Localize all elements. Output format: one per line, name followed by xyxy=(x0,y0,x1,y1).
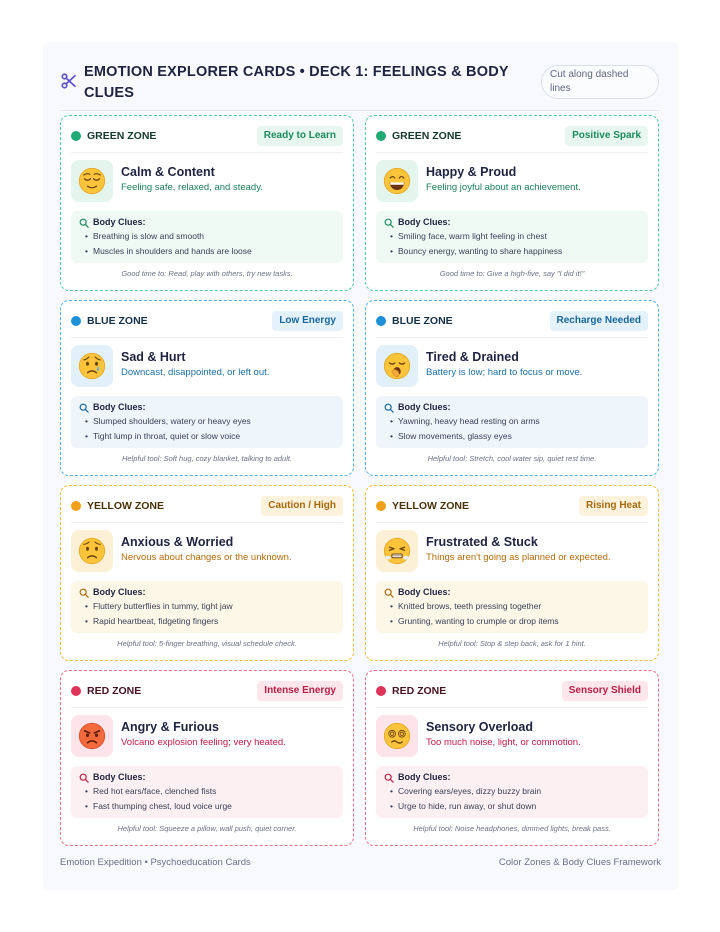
helpful-tip: Helpful tool: Soft hug, cozy blanket, talking to adult. xyxy=(121,454,293,463)
emotion-card-frustrated xyxy=(365,485,659,661)
body-clue: • Red hot ears/face, clenched fists xyxy=(79,784,335,799)
emotion-card-calm xyxy=(60,115,354,291)
body-clues-heading xyxy=(79,401,335,414)
emotion-description: Downcast, disappointed, or left out. xyxy=(121,367,270,378)
emoji-tile xyxy=(376,345,418,387)
card-divider xyxy=(71,152,343,153)
body-clues-heading xyxy=(384,586,640,599)
body-clues-label: Body Clues: xyxy=(93,217,146,227)
zone-label: GREEN ZONE xyxy=(392,130,462,142)
body-clues-label: Body Clues: xyxy=(398,587,451,597)
body-clues-label: Body Clues: xyxy=(93,772,146,782)
zone-dot xyxy=(376,316,386,326)
emoji-tile xyxy=(71,715,113,757)
sheet-header xyxy=(60,60,660,108)
emotion-name: Happy & Proud xyxy=(426,165,517,179)
body-clues-heading xyxy=(79,216,335,229)
card-divider xyxy=(376,337,648,338)
body-clues-heading xyxy=(384,216,640,229)
footer-left: Emotion Expedition • Psychoeducation Cards xyxy=(60,857,251,868)
body-clues-box xyxy=(376,766,648,818)
zone-label: GREEN ZONE xyxy=(87,130,157,142)
body-clue: • Fluttery butterflies in tummy, tight jaw xyxy=(79,599,335,614)
cut-instruction-badge: Cut along dashed lines xyxy=(541,65,659,99)
body-clues-heading xyxy=(384,401,640,414)
emoji-tile xyxy=(376,530,418,572)
emotion-name: Calm & Content xyxy=(121,165,215,179)
helpful-tip: Helpful tool: Squeeze a pillow, wall push, quiet corner. xyxy=(117,824,297,833)
card-sheet xyxy=(43,42,678,890)
helpful-tip: Good time to: Read, play with others, try new tasks. xyxy=(121,269,293,278)
zone-label: RED ZONE xyxy=(392,685,447,697)
card-divider xyxy=(71,707,343,708)
zone-header xyxy=(376,681,648,701)
emotion-name: Tired & Drained xyxy=(426,350,519,364)
zone-header xyxy=(71,311,343,331)
body-clues-label: Body Clues: xyxy=(93,402,146,412)
emotion-name: Frustrated & Stuck xyxy=(426,535,538,549)
magnifier-icon xyxy=(79,588,89,598)
emotion-description: Too much noise, light, or commotion. xyxy=(426,737,581,748)
helpful-tip: Helpful tool: Noise headphones, dimmed lights, break pass. xyxy=(413,824,611,833)
body-clues-box xyxy=(376,396,648,448)
body-clues-box xyxy=(71,766,343,818)
body-clues-box xyxy=(376,211,648,263)
body-clues-box xyxy=(71,581,343,633)
magnifier-icon xyxy=(384,403,394,413)
card-divider xyxy=(376,707,648,708)
emoji-tile xyxy=(376,160,418,202)
emoji-tile xyxy=(71,160,113,202)
zone-dot xyxy=(71,131,81,141)
magnifier-icon xyxy=(79,403,89,413)
body-clue: • Bouncy energy, wanting to share happiness xyxy=(384,244,640,259)
zone-header xyxy=(71,126,343,146)
emoji-tile xyxy=(376,715,418,757)
zone-tag: Rising Heat xyxy=(579,496,648,516)
angry-face-icon xyxy=(77,721,107,751)
page-title: EMOTION EXPLORER CARDS • DECK 1: FEELINGS & BODY CLUES xyxy=(84,64,509,101)
body-clue: • Rapid heartbeat, fidgeting fingers xyxy=(79,614,335,629)
zone-dot xyxy=(71,686,81,696)
body-clues-label: Body Clues: xyxy=(398,402,451,412)
steaming-face-icon xyxy=(382,536,412,566)
emotion-name: Anxious & Worried xyxy=(121,535,234,549)
zone-header xyxy=(71,681,343,701)
zone-dot xyxy=(71,501,81,511)
zone-tag: Sensory Shield xyxy=(562,681,648,701)
body-clues-box xyxy=(376,581,648,633)
scissors-icon xyxy=(60,72,78,90)
zone-header xyxy=(71,496,343,516)
zone-label: BLUE ZONE xyxy=(392,315,453,327)
zone-header xyxy=(376,496,648,516)
zone-tag: Low Energy xyxy=(272,311,343,331)
zone-header xyxy=(376,126,648,146)
zone-tag: Positive Spark xyxy=(565,126,648,146)
header-divider xyxy=(60,110,660,111)
emotion-name: Angry & Furious xyxy=(121,720,219,734)
body-clues-label: Body Clues: xyxy=(93,587,146,597)
body-clue: • Slumped shoulders, watery or heavy eyes xyxy=(79,414,335,429)
body-clues-heading xyxy=(384,771,640,784)
emotion-description: Nervous about changes or the unknown. xyxy=(121,552,292,563)
card-divider xyxy=(376,152,648,153)
zone-dot xyxy=(71,316,81,326)
crying-face-icon xyxy=(77,351,107,381)
grinning-face-icon xyxy=(382,166,412,196)
helpful-tip: Helpful tool: Stop & step back, ask for 1 hint. xyxy=(438,639,586,648)
yawning-face-icon xyxy=(382,351,412,381)
body-clues-heading xyxy=(79,771,335,784)
magnifier-icon xyxy=(79,773,89,783)
card-divider xyxy=(71,522,343,523)
emotion-card-tired xyxy=(365,300,659,476)
emotion-name: Sensory Overload xyxy=(426,720,533,734)
zone-header xyxy=(376,311,648,331)
zone-tag: Caution / High xyxy=(261,496,343,516)
body-clue: • Fast thumping chest, loud voice urge xyxy=(79,799,335,814)
body-clues-box xyxy=(71,396,343,448)
zone-dot xyxy=(376,131,386,141)
body-clues-box xyxy=(71,211,343,263)
footer-right: Color Zones & Body Clues Framework xyxy=(498,857,661,868)
zone-dot xyxy=(376,501,386,511)
dizzy-face-icon xyxy=(382,721,412,751)
emotion-name: Sad & Hurt xyxy=(121,350,186,364)
zone-tag: Recharge Needed xyxy=(550,311,648,331)
body-clues-label: Body Clues: xyxy=(398,217,451,227)
emotion-card-anxious xyxy=(60,485,354,661)
zone-label: YELLOW ZONE xyxy=(392,500,469,512)
body-clue: • Knitted brows, teeth pressing together xyxy=(384,599,640,614)
zone-tag: Intense Energy xyxy=(257,681,343,701)
emotion-description: Feeling joyful about an achievement. xyxy=(426,182,581,193)
body-clue: • Grunting, wanting to crumple or drop items xyxy=(384,614,640,629)
body-clue: • Smiling face, warm light feeling in chest xyxy=(384,229,640,244)
body-clue: • Urge to hide, run away, or shut down xyxy=(384,799,640,814)
magnifier-icon xyxy=(79,218,89,228)
emotion-description: Things aren't going as planned or expected. xyxy=(426,552,611,563)
magnifier-icon xyxy=(384,218,394,228)
body-clue: • Breathing is slow and smooth xyxy=(79,229,335,244)
emotion-description: Volcano explosion feeling; very heated. xyxy=(121,737,286,748)
emoji-tile xyxy=(71,345,113,387)
emoji-tile xyxy=(71,530,113,572)
body-clue: • Muscles in shoulders and hands are loose xyxy=(79,244,335,259)
emotion-card-sad xyxy=(60,300,354,476)
relieved-face-icon xyxy=(77,166,107,196)
body-clue: • Yawning, heavy head resting on arms xyxy=(384,414,640,429)
zone-label: RED ZONE xyxy=(87,685,142,697)
helpful-tip: Helpful tool: Stretch, cool water sip, quiet rest time. xyxy=(427,454,597,463)
magnifier-icon xyxy=(384,773,394,783)
magnifier-icon xyxy=(384,588,394,598)
worried-face-icon xyxy=(77,536,107,566)
zone-label: YELLOW ZONE xyxy=(87,500,164,512)
card-divider xyxy=(376,522,648,523)
zone-label: BLUE ZONE xyxy=(87,315,148,327)
zone-dot xyxy=(376,686,386,696)
emotion-card-angry xyxy=(60,670,354,846)
body-clue: • Covering ears/eyes, dizzy buzzy brain xyxy=(384,784,640,799)
helpful-tip: Helpful tool: 5-finger breathing, visual schedule check. xyxy=(117,639,297,648)
body-clues-label: Body Clues: xyxy=(398,772,451,782)
body-clue: • Slow movements, glassy eyes xyxy=(384,429,640,444)
emotion-card-happy xyxy=(365,115,659,291)
emotion-description: Feeling safe, relaxed, and steady. xyxy=(121,182,263,193)
body-clues-heading xyxy=(79,586,335,599)
emotion-card-overload xyxy=(365,670,659,846)
helpful-tip: Good time to: Give a high-five, say "I did it!" xyxy=(439,269,585,278)
emotion-description: Battery is low; hard to focus or move. xyxy=(426,367,583,378)
zone-tag: Ready to Learn xyxy=(257,126,343,146)
card-divider xyxy=(71,337,343,338)
body-clue: • Tight lump in throat, quiet or slow voice xyxy=(79,429,335,444)
